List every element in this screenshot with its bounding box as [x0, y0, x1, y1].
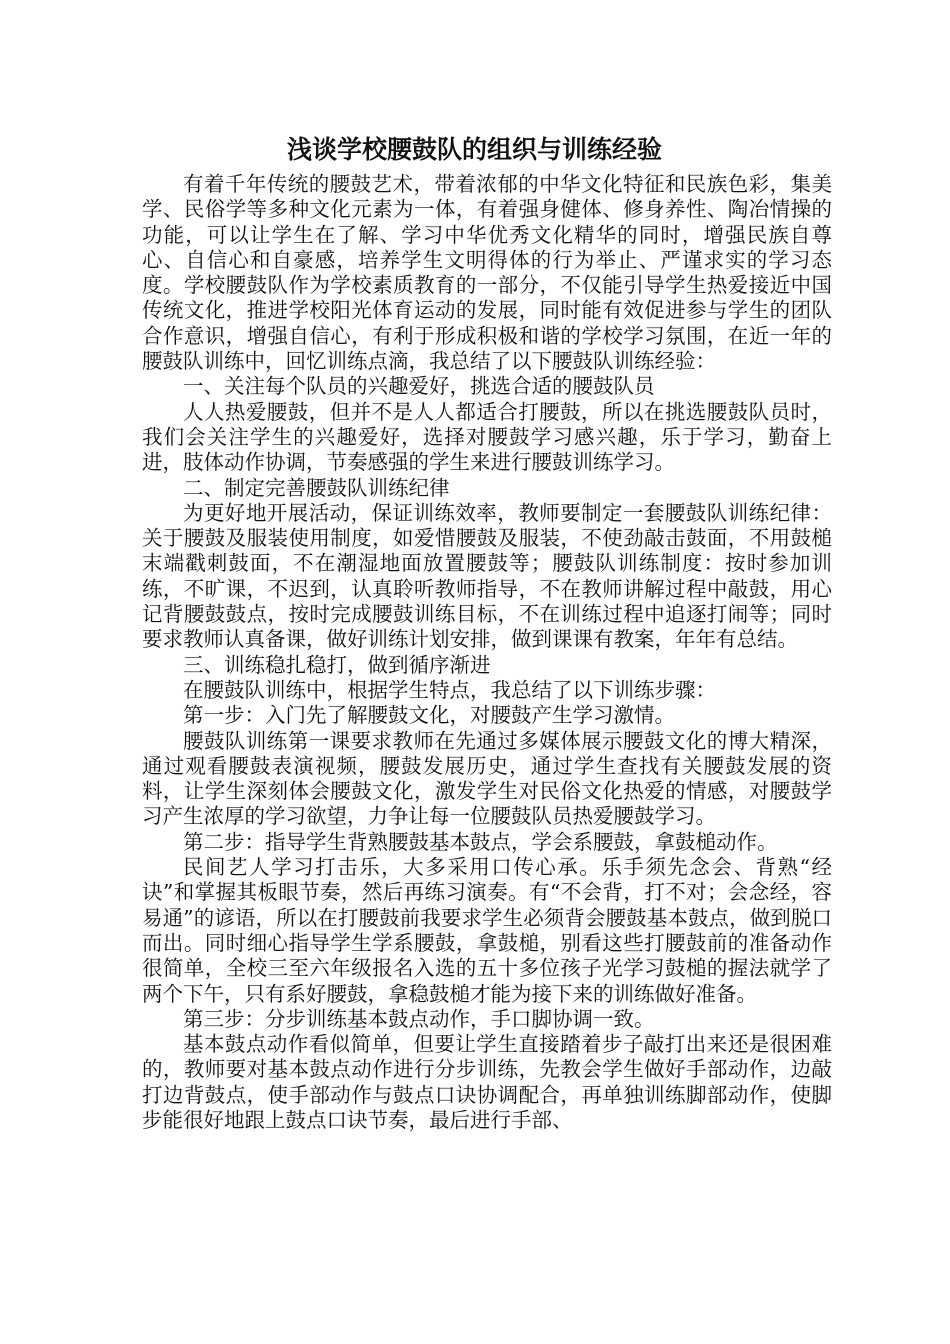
section-1-paragraph: 人人热爱腰鼓，但并不是人人都适合打腰鼓，所以在挑选腰鼓队员时，我们会关注学生的兴趣爱好，选择对腰鼓学习感兴趣，乐于学习，勤奋上进，肢体动作协调，节奏感强的学生来进行腰鼓训练学习。 — [142, 399, 832, 475]
step-3-paragraph: 基本鼓点动作看似简单，但要让学生直接踏着步子敲打出来还是很困难的，教师要对基本鼓点动作进行分步训练，先教会学生做好手部动作，边敲打边背鼓点，使手部动作与鼓点口诀协调配合，再单独训练脚部动作，使脚步能很好地跟上鼓点口诀节奏，最后进行手部、 — [142, 1032, 832, 1132]
step-1-heading: 第一步：入门先了解腰鼓文化，对腰鼓产生学习激情。 — [183, 703, 675, 728]
step-2-paragraph: 民间艺人学习打击乐，大多采用口传心承。乐手须先念会、背熟“经诀”和掌握其板眼节奏，然后再练习演奏。有“不会背，打不对；会念经，容易通”的谚语，所以在打腰鼓前我要求学生必须背会腰鼓基本鼓点，做到脱口而出。同时细心指导学生学系腰鼓，拿鼓槌，别看这些打腰鼓前的准备动作很简单，全校三至六年级报名入选的五十多位孩子光学习鼓槌的握法就学了两个下午，只有系好腰鼓，拿稳鼓槌才能为接下来的训练做好准备。 — [142, 855, 832, 1006]
step-2-heading: 第二步：指导学生背熟腰鼓基本鼓点，学会系腰鼓，拿鼓槌动作。 — [183, 829, 778, 854]
document-title: 浅谈学校腰鼓队的组织与训练经验 — [287, 135, 663, 164]
step-1-paragraph: 腰鼓队训练第一课要求教师在先通过多媒体展示腰鼓文化的博大精深，通过观看腰鼓表演视频，腰鼓发展历史，通过学生查找有关腰鼓发展的资料，让学生深刻体会腰鼓文化，激发学生对民俗文化热爱的情感，对腰鼓学习产生浓厚的学习欲望，力争让每一位腰鼓队员热爱腰鼓学习。 — [142, 728, 832, 829]
section-3-intro-paragraph: 在腰鼓队训练中，根据学生特点，我总结了以下训练步骤： — [183, 677, 716, 702]
intro-paragraph: 有着千年传统的腰鼓艺术，带着浓郁的中华文化特征和民族色彩，集美学、民俗学等多种文化元素为一体，有着强身健体、修身养性、陶冶情操的功能，可以让学生在了解、学习中华优秀文化精华的同时，增强民族自尊心、自信心和自豪感，培养学生文明得体的行为举止、严谨求实的学习态度。学校腰鼓队作为学校素质教育的一部分，不仅能引导学生热爱接近中国传统文化，推进学校阳光体育运动的发展，同时能有效促进参与学生的团队合作意识，增强自信心，有利于形成积极和谐的学校学习氛围，在近一年的腰鼓队训练中，回忆训练点滴，我总结了以下腰鼓队训练经验： — [142, 172, 832, 374]
section-heading-3: 三、训练稳扎稳打，做到循序渐进 — [183, 652, 491, 677]
section-2-paragraph: 为更好地开展活动，保证训练效率，教师要制定一套腰鼓队训练纪律：关于腰鼓及服装使用制度，如爱惜腰鼓及服装，不使劲敲击鼓面，不用鼓槌末端戳刺鼓面，不在潮湿地面放置腰鼓等；腰鼓队训练制度：按时参加训练，不旷课，不迟到，认真聆听教师指导，不在教师讲解过程中敲鼓，用心记背腰鼓鼓点，按时完成腰鼓训练目标，不在训练过程中追逐打闹等；同时要求教师认真备课，做好训练计划安排，做到课课有教案，年年有总结。 — [142, 500, 832, 652]
section-heading-2: 二、制定完善腰鼓队训练纪律 — [183, 475, 450, 500]
step-3-heading: 第三步：分步训练基本鼓点动作，手口脚协调一致。 — [183, 1006, 655, 1031]
section-heading-1: 一、关注每个队员的兴趣爱好，挑选合适的腰鼓队员 — [183, 374, 655, 399]
document-body — [142, 130, 832, 1133]
